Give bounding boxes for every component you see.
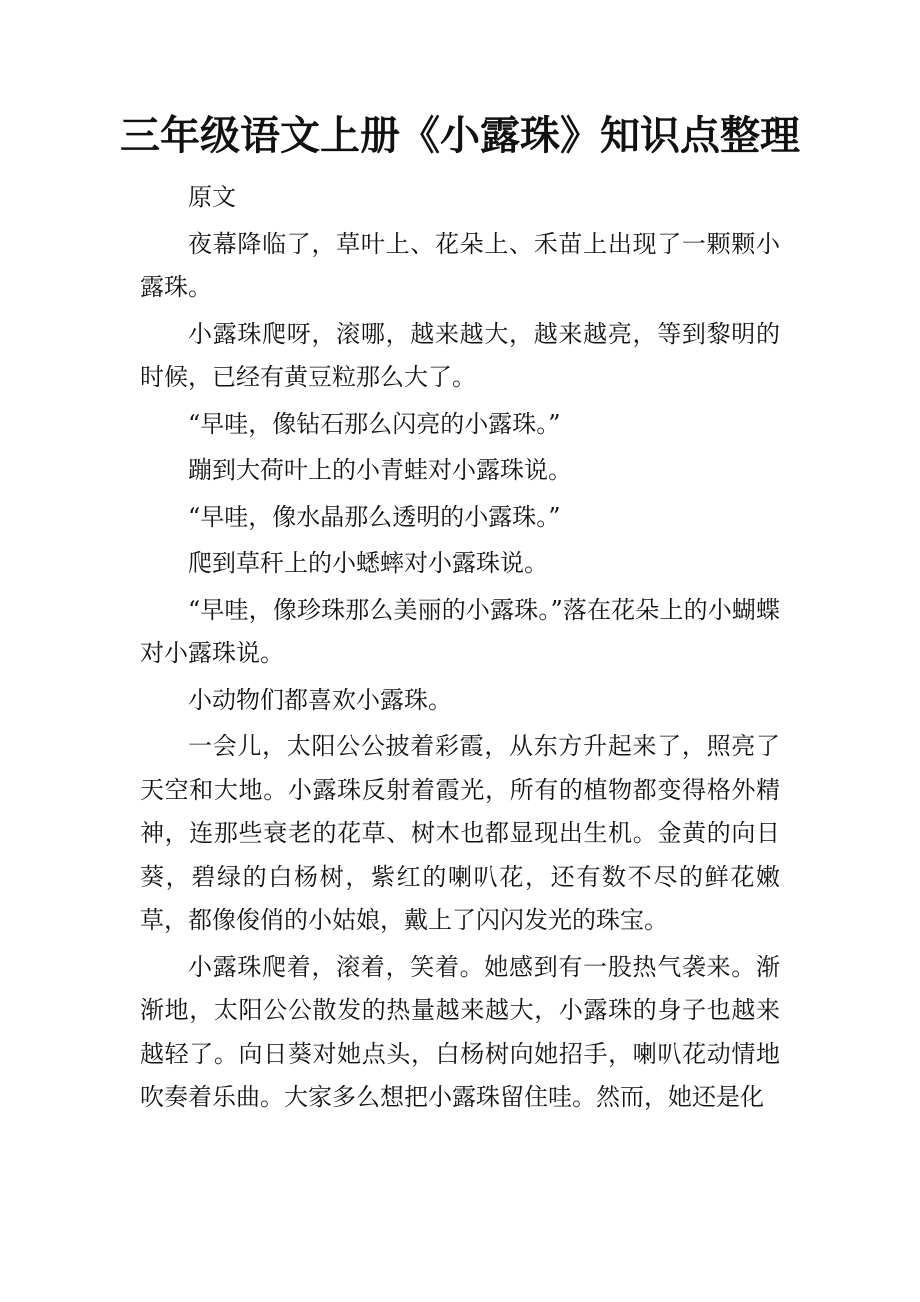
paragraph: “早哇，像珍珠那么美丽的小露珠。”落在花朵上的小蝴蝶对小露珠说。 [140, 595, 780, 667]
paragraph: 蹦到大荷叶上的小青蛙对小露珠说。 [188, 456, 572, 484]
section-heading: 原文 [188, 183, 236, 211]
paragraph: “早哇，像水晶那么透明的小露珠。” [188, 502, 561, 531]
paragraph: 小动物们都喜欢小露珠。 [188, 685, 452, 714]
paragraph: 爬到草秆上的小蟋蟀对小露珠说。 [188, 549, 548, 577]
paragraph: “早哇，像钻石那么闪亮的小露珠。” [188, 409, 561, 438]
document-body [140, 176, 780, 1123]
paragraph: 小露珠爬呀，滚哪，越来越大，越来越亮，等到黎明的时候，已经有黄豆粒那么大了。 [140, 319, 780, 391]
document-title: 三年级语文上册《小露珠》知识点整理 [120, 112, 800, 159]
paragraph: 小露珠爬着，滚着，笑着。她感到有一股热气袭来。渐渐地，太阳公公散发的热量越来越大，小露珠的身子也越来越轻了。向日葵对她点头，白杨树向她招手，喇叭花动情地吹奏着乐曲。大家多么想把小露珠留住哇。然而，她还是化 [140, 952, 780, 1111]
paragraph: 一会儿，太阳公公披着彩霞，从东方升起来了，照亮了天空和大地。小露珠反射着霞光，所有的植物都变得格外精神，连那些衰老的花草、树木也都显现出生机。金黄的向日葵，碧绿的白杨树，紫红的喇叭花，还有数不尽的鲜花嫩草，都像俊俏的小姑娘，戴上了闪闪发光的珠宝。 [140, 732, 780, 934]
paragraph: 夜幕降临了，草叶上、花朵上、禾苗上出现了一颗颗小露珠。 [140, 229, 780, 301]
